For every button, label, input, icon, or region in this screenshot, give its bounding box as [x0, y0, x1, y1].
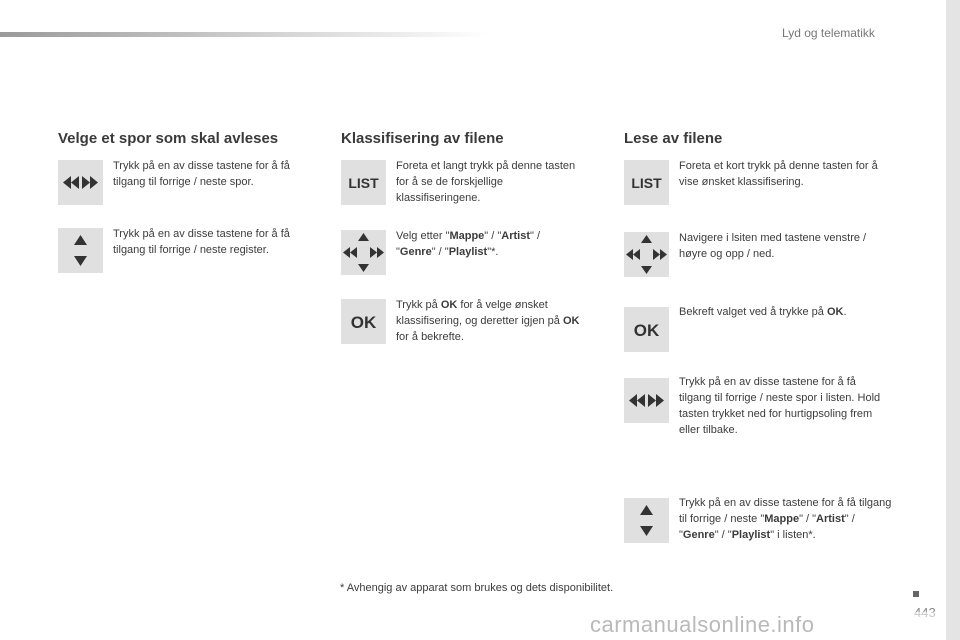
track-prev-next-text: Trykk på en av disse tastene for å få tilgang til forrige / neste spor. — [113, 160, 290, 188]
ok-select-text: Trykk på OK for å velge ønsket klassifisering, og deretter igjen på OK for å bekrefte. — [396, 299, 580, 343]
ok-button-icon — [624, 307, 669, 352]
prev-next-icon — [624, 378, 669, 423]
list-short-press-text: Foreta et kort trykk på denne tasten for å vise ønsket klassifisering. — [679, 160, 878, 188]
page-marker — [913, 591, 919, 597]
four-direction-icon — [341, 230, 386, 275]
footnote-marker: * — [340, 582, 345, 594]
ok-button-icon — [341, 299, 386, 344]
ok-button-label: OK — [350, 313, 377, 332]
list-long-press-text: Foreta et langt trykk på denne tasten for å se de forskjellige klassifiseringene. — [396, 160, 576, 204]
up-down-icon — [58, 228, 103, 273]
heading-read-files: Lese av filene — [624, 130, 723, 147]
footnote-text: Avhengig av apparat som brukes og dets disponibilitet. — [346, 582, 614, 594]
folder-in-list-text: Trykk på en av disse tastene for å få tilgang til forrige / neste "Mappe" / "Artist" / "Genre" / "Playlist" i listen*. — [679, 497, 892, 541]
register-prev-next-text: Trykk på en av disse tastene for å få tilgang til forrige / neste register. — [113, 228, 290, 256]
heading-classify-files: Klassifisering av filene — [341, 130, 504, 147]
heading-select-track: Velge et spor som skal avleses — [58, 130, 279, 147]
up-down-icon — [624, 498, 669, 543]
list-button-icon — [341, 160, 386, 205]
confirm-ok-text: Bekreft valget ved å trykke på OK. — [679, 306, 847, 318]
prev-next-icon — [58, 160, 103, 205]
choose-by-text: Velg etter "Mappe" / "Artist" / "Genre" / "Playlist"*. — [396, 230, 541, 258]
track-in-list-text: Trykk på en av disse tastene for å få tilgang til forrige / neste spor i listen. Hold tasten trykket ned for hurtigpsoling frem eller tilbake. — [679, 376, 881, 436]
list-button-icon — [624, 160, 669, 205]
page-edge-strip — [946, 0, 960, 640]
section-title: Lyd og telematikk — [782, 26, 875, 40]
list-button-label: LIST — [631, 175, 662, 191]
navigate-list-text: Navigere i lsiten med tastene venstre / høyre og opp / ned. — [679, 232, 867, 260]
footnote — [340, 580, 613, 596]
list-button-label: LIST — [348, 175, 379, 191]
watermark — [0, 612, 946, 640]
header-gradient-bar — [0, 32, 490, 37]
watermark-text: carmanualsonline.info — [590, 612, 815, 637]
four-direction-icon — [624, 232, 669, 277]
ok-button-label: OK — [633, 321, 660, 340]
